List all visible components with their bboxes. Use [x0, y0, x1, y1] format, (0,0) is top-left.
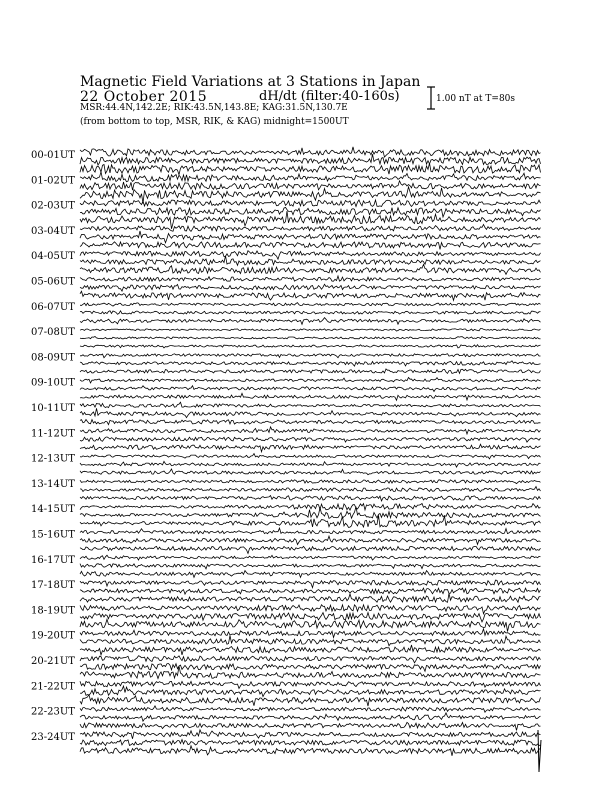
trace-msr [80, 746, 541, 756]
trace-kag [80, 528, 541, 534]
trace-msr [80, 515, 541, 527]
trace-rik [80, 311, 541, 314]
hour-row [31, 706, 541, 731]
end-spike [538, 730, 541, 772]
hour-label: 08-09UT [31, 352, 75, 364]
chart-date: 22 October 2015 [80, 89, 208, 105]
hour-label: 23-24UT [31, 731, 75, 743]
trace-kag [80, 580, 541, 588]
hour-label: 20-21UT [31, 656, 75, 667]
trace-kag [80, 303, 541, 306]
trace-msr [80, 695, 541, 706]
hour-row [31, 147, 541, 175]
measured-quantity: dH/dt (filter:40-160s) [259, 89, 400, 104]
hour-row [31, 200, 541, 229]
station-coordinates: MSR:44.4N,142.2E; RIK:43.5N,143.8E; KAG:31.5N,130.7E [80, 103, 348, 113]
trace-rik [80, 713, 541, 721]
hour-row [31, 225, 541, 250]
hour-label: 02-03UT [31, 200, 75, 212]
trace-msr [80, 420, 541, 425]
trace-kag [80, 706, 541, 712]
trace-msr [80, 163, 541, 175]
trace-rik [80, 686, 541, 697]
hour-label: 00-01UT [31, 150, 75, 161]
trace-kag [80, 454, 541, 459]
hour-row [31, 528, 541, 553]
hour-row [31, 681, 541, 706]
hour-label: 09-10UT [31, 377, 75, 389]
trace-rik [80, 507, 541, 519]
trace-rows [31, 147, 541, 772]
hour-label: 12-13UT [31, 453, 75, 465]
hour-row [31, 327, 541, 348]
hour-label: 15-16UT [31, 529, 75, 541]
trace-kag [80, 427, 541, 434]
trace-kag [80, 172, 541, 182]
trace-msr [80, 496, 541, 501]
hour-row [31, 730, 541, 756]
trace-msr [80, 722, 541, 730]
hour-label: 18-19UT [31, 605, 75, 617]
hour-row [31, 580, 541, 602]
hour-label: 13-14UT [31, 478, 75, 490]
hour-label: 05-06UT [31, 276, 75, 288]
trace-kag [80, 656, 541, 663]
hour-label: 17-18UT [31, 580, 75, 592]
trace-kag [80, 402, 541, 407]
trace-msr [80, 242, 541, 250]
trace-rik [80, 461, 541, 467]
hour-row [31, 656, 541, 679]
trace-kag [80, 555, 541, 560]
trace-msr [80, 571, 541, 578]
trace-msr [80, 666, 541, 678]
hour-row [31, 172, 541, 204]
trace-rik [80, 207, 541, 217]
trace-rik [80, 664, 541, 672]
trace-rik [80, 337, 541, 339]
hour-row [31, 378, 541, 401]
trace-msr [80, 345, 541, 348]
trace-rik [80, 487, 541, 492]
trace-msr [80, 187, 541, 204]
trace-rik [80, 231, 541, 243]
trace-rik [80, 564, 541, 569]
hour-row [31, 276, 541, 300]
trace-msr [80, 619, 541, 631]
trace-rik [80, 284, 541, 291]
trace-msr [80, 318, 541, 325]
trace-kag [80, 605, 541, 614]
trace-kag [80, 504, 541, 511]
trace-kag [80, 480, 541, 484]
hour-label: 14-15UT [31, 504, 75, 516]
hour-label: 04-05UT [31, 251, 75, 263]
trace-rik [80, 536, 541, 544]
hour-label: 16-17UT [31, 554, 75, 566]
trace-rik [80, 181, 541, 190]
trace-kag [80, 329, 541, 332]
trace-kag [80, 147, 541, 157]
trace-kag [80, 730, 541, 739]
hour-row [31, 427, 541, 452]
trace-rik [80, 386, 541, 392]
hour-row [31, 251, 541, 275]
trace-msr [80, 265, 541, 275]
chart-title: Magnetic Field Variations at 3 Stations in Japan [80, 74, 421, 90]
hour-row [31, 504, 541, 528]
trace-msr [80, 444, 541, 452]
hour-label: 06-07UT [31, 301, 75, 313]
hour-label: 07-08UT [31, 327, 75, 339]
trace-kag [80, 276, 541, 281]
trace-kag [80, 681, 541, 688]
hour-label: 22-23UT [31, 706, 75, 718]
trace-kag [80, 251, 541, 260]
hour-label: 01-02UT [31, 175, 75, 187]
hour-row [31, 605, 541, 632]
trace-kag [80, 200, 541, 207]
trace-kag [80, 354, 541, 358]
hour-label: 11-12UT [31, 428, 75, 440]
hour-label: 19-20UT [31, 630, 75, 642]
hour-row [31, 479, 541, 501]
trace-msr [80, 593, 541, 602]
trace-msr [80, 469, 541, 475]
trace-msr [80, 645, 541, 655]
hour-row [31, 402, 541, 424]
trace-rik [80, 408, 541, 417]
hour-row [31, 629, 541, 655]
trace-rik [80, 256, 541, 266]
scale-label: 1.00 nT at T=80s [436, 94, 516, 104]
trace-msr [80, 291, 541, 300]
trace-msr [80, 393, 541, 400]
trace-order-note: (from bottom to top, MSR, RIK, & KAG) midnight=1500UT [80, 117, 349, 127]
hour-row [31, 352, 541, 373]
hour-label: 10-11UT [31, 403, 75, 414]
trace-rik [80, 361, 541, 366]
trace-rik [80, 740, 541, 746]
trace-kag [80, 225, 541, 232]
trace-rik [80, 613, 541, 622]
trace-rik [80, 636, 541, 646]
hour-label: 03-04UT [31, 225, 75, 237]
trace-rik [80, 588, 541, 594]
trace-rik [80, 437, 541, 442]
hour-row [31, 555, 541, 578]
trace-msr [80, 546, 541, 553]
hour-label: 21-22UT [31, 681, 75, 693]
trace-msr [80, 211, 541, 229]
scale-bar [427, 87, 435, 109]
trace-kag [80, 629, 541, 638]
hour-row [31, 302, 541, 325]
hour-row [31, 454, 541, 475]
trace-msr [80, 369, 541, 374]
trace-kag [80, 378, 541, 383]
